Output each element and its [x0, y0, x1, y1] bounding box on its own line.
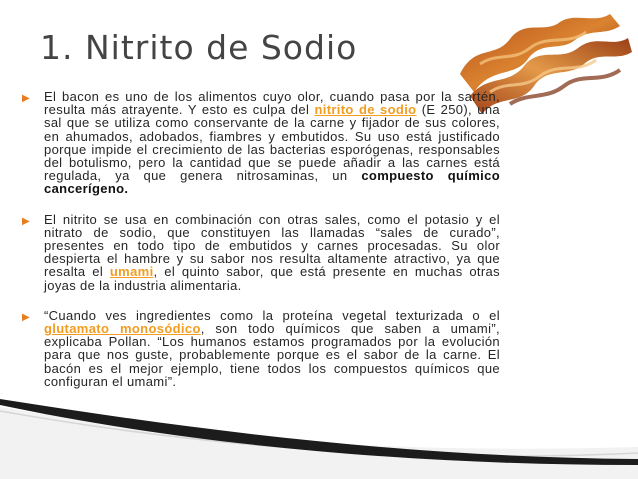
highlight-link[interactable]: glutamato monosódico	[44, 321, 201, 337]
bullet-arrow-icon: ▶	[22, 215, 30, 227]
bullet-text: El nitrito se usa en combinación con otras sales, como el potasio y el nitrato de sodio, que constituyen las llamadas “sales de curado”, presentes en todo tipo de embutidos y carnes procesadas. Su olor despierta el hambre y su sabor nos resulta altamente atractivo, ya que resalta el umami, el quinto sabor, que está presente en muchas otras joyas de la industria alimentaria.	[44, 211, 500, 293]
highlight-link[interactable]: umami	[109, 264, 154, 280]
bullet-item	[22, 309, 500, 388]
bullet-item	[22, 213, 500, 292]
bullet-arrow-icon: ▶	[22, 311, 30, 323]
bullet-arrow-icon: ▶	[22, 93, 30, 104]
bullet-list	[22, 90, 500, 405]
decorative-swoosh	[0, 395, 638, 479]
bullet-text: “Cuando ves ingredientes como la proteína vegetal texturizada o el glutamato monosódico, son todo químicos que saben a umami”, explicaba Pollan. “Los humanos estamos programados por la evolución para que nos guste, probablemente porque es el sabor de la carne. El bacón es el mejor ejemplo, tiene todos los compuestos químicos que configuran el umami”.	[44, 307, 500, 389]
highlight-link[interactable]: nitrito de sodio	[314, 102, 417, 118]
bold-text: compuesto químico cancerígeno.	[44, 168, 500, 197]
bullet-text: El bacon es uno de los alimentos cuyo olor, cuando pasa por la sartén, resulta más atrayente. Y esto es culpa del nitrito de sodio (E 250), una sal que se utiliza como conservante de la carne y fijador de sus colores, en ahumados, adobados, fiambres y embutidos. Su uso está justificado porque impide el crecimiento de las bacterias esporógenas, responsables del botulismo, pero la cantidad que se puede añadir a las carnes está regulada, ya que genera nitrosaminas, un compuesto químico cancerígeno.	[44, 89, 500, 197]
slide-title: 1. Nitrito de Sodio	[40, 28, 358, 67]
bullet-item	[22, 90, 500, 196]
